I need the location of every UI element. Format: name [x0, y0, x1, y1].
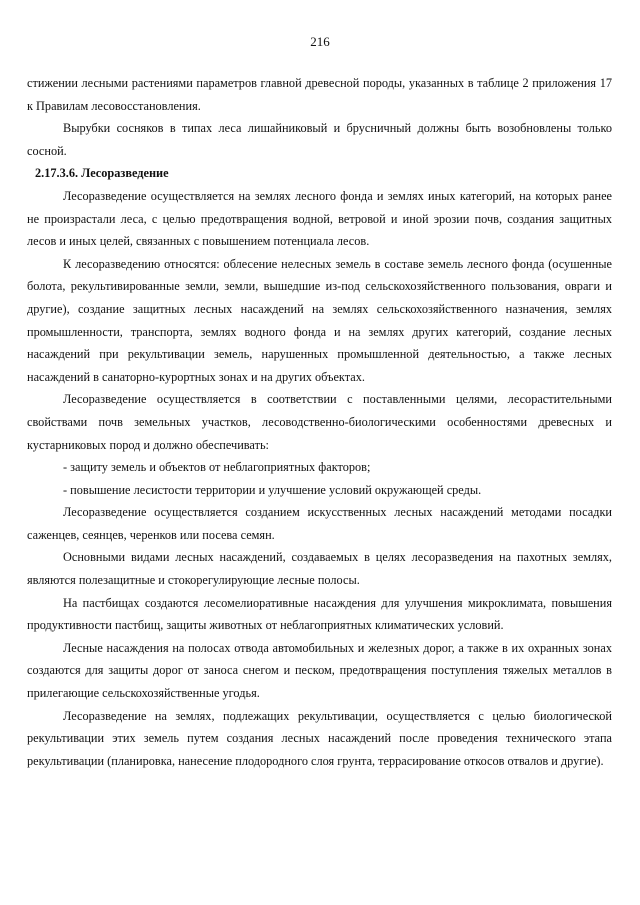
paragraph: Лесоразведение на землях, подлежащих рекультивации, осуществляется с целью биологической рекультивации этих земель путем создания лесных насаждений после проведения технического этапа рекультивации (планировка, нанесение плодородного слоя грунта, террасирование откосов отвалов и другие).	[27, 708, 612, 768]
document-body	[27, 72, 612, 772]
paragraph: Лесоразведение осуществляется созданием искусственных лесных насаждений методами посадки саженцев, сеянцев, черенков или посева семян.	[27, 505, 612, 542]
paragraph: На пастбищах создаются лесомелиоративные насаждения для улучшения микроклимата, повышения продуктивности пастбищ, защиты животных от неблагоприятных климатических условий.	[27, 595, 612, 633]
paragraph-continuation: стижении лесными растениями параметров главной древесной породы, указанных в таблице 2 приложения 17 к Правилам лесовосстановления.	[27, 76, 612, 113]
section-heading: 2.17.3.6. Лесоразведение	[35, 166, 169, 181]
paragraph: К лесоразведению относятся: облесение нелесных земель в составе земель лесного фонда (осушенные болота, рекультивированные земли, земли, вышедшие из-под сельскохозяйственного пользования, овраги и другие), создание защитных лесных насаждений на землях сельскохозяйственного назначения, землях промышленности, транспорта, землях водного фонда и на землях других категорий, создание лесных насаждений при рекультивации земель, нарушенных промышленной деятельностью, а также лесных насаждений в санаторно-курортных зонах и на других объектах.	[27, 256, 612, 384]
paragraph: Лесные насаждения на полосах отвода автомобильных и железных дорог, а также в их охранных зонах создаются для защиты дорог от заноса снегом и песком, предотвращения поступления тяжелых металлов в прилегающие сельскохозяйственные угодья.	[27, 640, 612, 701]
paragraph: Лесоразведение осуществляется на землях лесного фонда и землях иных категорий, на которых ранее не произрастали леса, с целью предотвращения водной, ветровой и иной эрозии почв, создания защитных лесов и иных целей, связанных с повышением потенциала лесов.	[27, 188, 612, 249]
paragraph: Основными видами лесных насаждений, создаваемых в целях лесоразведения на пахотных землях, являются полезащитные и стокорегулирующие лесные полосы.	[27, 550, 612, 588]
paragraph: Лесоразведение осуществляется в соответствии с поставленными целями, лесорастительными свойствами почв земельных участков, лесоводственно-биологическими особенностями древесных и кустарниковых пород и должно обеспечивать:	[27, 392, 612, 452]
list-item: - повышение лесистости территории и улучшение условий окружающей среды.	[63, 482, 482, 497]
list-item: - защиту земель и объектов от неблагоприятных факторов;	[63, 460, 371, 475]
page-number: 216	[310, 34, 330, 49]
paragraph: Вырубки сосняков в типах леса лишайниковый и брусничный должны быть возобновлены только сосной.	[27, 121, 612, 158]
